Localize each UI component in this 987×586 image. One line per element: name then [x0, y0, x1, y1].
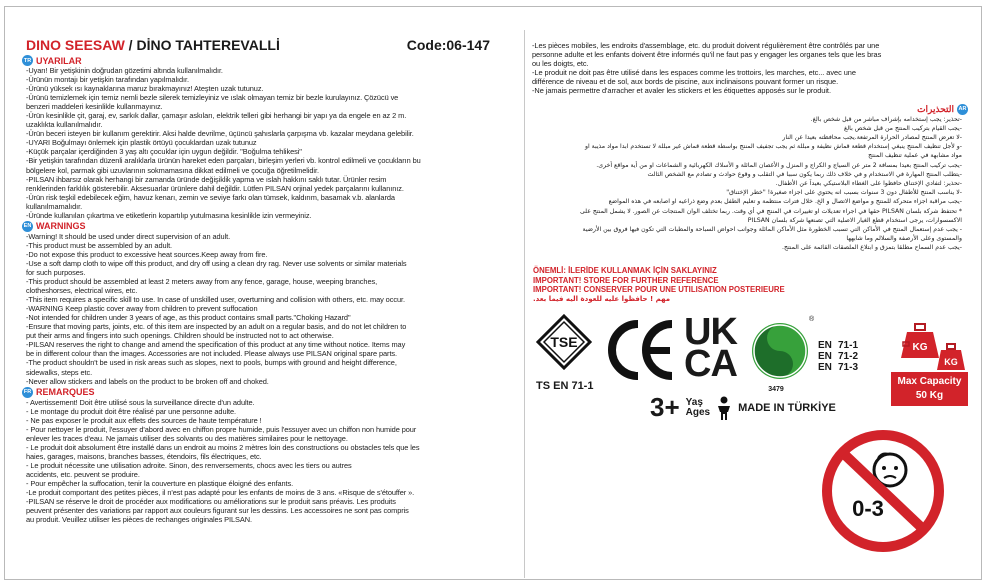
text-line: -UYARI Boğulmayı önlemek için plastik örtüyü çocuklardan uzak tutunuz: [26, 138, 257, 148]
text-line: kullanılmamalıdır.: [26, 201, 83, 211]
right-column: [532, 41, 972, 253]
kg-label: KG: [944, 357, 958, 367]
age-number: 3+: [650, 392, 680, 422]
text-line: -Do not expose this product to excessive heat sources.Keep away from fire.: [26, 249, 268, 259]
text-line: ou les doigts, etc.: [532, 59, 589, 69]
ukca-mark: [684, 311, 742, 385]
text-line: -يجب تركيب المنتج بعيدا بمسافة 2 متر عن السياج و الكراج و المنزل و الأغصان المائلة و الأسلاك الكهربائية و الشماعات او من أية مواقع أخرى.: [596, 161, 962, 169]
text-line: - Le montage du produit doit être réalisé par une personne adulte.: [26, 406, 237, 416]
text-line: -Ürün kesinlikle çit, garaj, ev, sarkık dallar, çamaşır askıları, elektrik telleri gibi herhangi bir yapı ya da engele en az 2 m.: [26, 111, 407, 121]
text-line: -يجب عدم السماح مطلقا بتمزق و ابتلاع الملصقات القائمة على المنتج.: [781, 244, 962, 252]
ukca-ca: CA: [684, 343, 737, 385]
text-line: put their arms and fingers into such openings. Children should be instructed not to act otherwise.: [26, 331, 334, 341]
text-line: الاكسسوارات، يرجى استخدام قطع الغيار الاصلية التي تصنعها شركة بلسان PILSAN: [747, 216, 962, 224]
text-line: -Not intended for children under 3 years of age, as this product contains small parts."Choking Hazard": [26, 313, 351, 323]
text-line: -Le produit ne doit pas être utilisé dans les espaces comme les trottoirs, les marches, etc... avec une: [532, 68, 856, 78]
tse-text: TSE: [550, 334, 578, 350]
text-line: -This product should be assembled at least 2 meters away from any fence, garage, house, weeping branches,: [26, 277, 378, 287]
text-line: -Ürünü temizlemek için temiz nemli bezle silerek temizleyiniz ve ıslak olmayan temiz bir bezle kurulayınız. Çözücü ve: [26, 93, 399, 103]
text-line: * تحتفظ شركة بلسان PILSAN حقها في اجراء تعديلات او تغييرات في المنتج في أي وقت. ربما تختلف الوان المنتجات عن الصور. لا يشمل المنتج على: [579, 207, 962, 215]
text-line: -Ürünü yüksek ısı kaynaklarına maruz bırakmayınız! Ateşten uzak tutunuz.: [26, 84, 264, 94]
text-line: -This product must be assembled by an adult.: [26, 240, 173, 250]
text-line: -The product shouldn't be used in risk areas such as slopes, next to pools, bumps with ground and height difference,: [26, 358, 397, 368]
text-line: - Le produit doit absolument être installé dans un endroit au moins 2 mètres loin des constructions ou obstacles tels que les: [26, 442, 420, 452]
text-line: -WARNING Keep plastic cover away from children to prevent suffocation: [26, 304, 258, 314]
tse-caption: TS EN 71-1: [536, 380, 594, 392]
header-row: [26, 37, 518, 53]
text-line: -Les pièces mobiles, les endroits d'assemblage, etc. du produit doivent régulièrement être contrôlés par une: [532, 41, 880, 50]
text-line: enlever les traces d'eau. Ne jamais utiliser des solvants ou des matières similaires pour le nettoyage.: [26, 433, 348, 443]
en-standard: 71-2: [838, 351, 859, 362]
age-row: [650, 392, 836, 423]
store-notice-en: IMPORTANT! STORE FOR FURTHER REFERENCE: [533, 275, 719, 285]
text-line: -يجب مراقبة اجزاء متحركة للمنتج و مواضع الاتصال و الخ. خلال فترات منتظمة و تعليم الطفل بعدم وضع ذراعيه او اصابعه في هذه المواضع: [608, 198, 962, 206]
text-line: -Küçük parçalar içerdiğinden 3 yaş altı çocuklar için uygun değildir. "Boğulma tehlikesi": [26, 147, 302, 157]
tr-badge-icon: TR: [22, 55, 33, 66]
en-prefix: EN: [818, 351, 832, 362]
ar-badge-icon: AR: [957, 104, 968, 115]
age-ages: Ages: [685, 406, 711, 418]
green-dot-number: 3479: [768, 386, 784, 393]
ukca-uk: UK: [684, 311, 737, 353]
text-line: -Never allow stickers and labels on the product to be broken off and choked.: [26, 376, 269, 386]
text-line: for such purposes.: [26, 267, 86, 277]
registered-mark: ®: [809, 316, 815, 323]
en-standards: [818, 340, 858, 373]
tse-mark-icon: [536, 314, 592, 370]
column-divider: [524, 30, 525, 578]
fr-continued-lines: [532, 41, 972, 96]
text-line: peuvent présenter des variations par rapport aux couleurs figurant sur les dessins. Les accessoires ne sont pas compris: [26, 506, 409, 516]
text-line: -Ürün risk teşkil edebilecek eğim, havuz kenarı, zemin ve seviye farkı olan tümsek, kaldırım, basamak v.b. alanlarda: [26, 192, 395, 202]
age-warning-range: 0-3: [852, 496, 884, 521]
text-line: -Ürünün montajı bir yetişkin tarafından yapılmalıdır.: [26, 75, 189, 85]
text-line: -Ne jamais permettre d'arracher et avaler les stickers et les étiquettes apposés sur le produit.: [532, 86, 831, 96]
text-line: -PILSAN ihbarsız olarak herhangi bir zamanda üründe değişiklik yapma ve ıslah hakkını saklı tutar. Ürünler resim: [26, 174, 387, 184]
weights-icon: [899, 320, 977, 376]
product-code: Code:06-147: [406, 37, 490, 53]
en-badge-icon: EN: [22, 221, 33, 232]
age-words: [686, 398, 710, 418]
store-notice-ar: مهم ! حافظوا عليه للعودة اليه فيما بعد.: [533, 294, 671, 303]
en-title: WARNINGS: [36, 221, 86, 232]
text-line: renklerinden farklılık gösterebilir. Aksesuarlar ürünlere dahil değildir. Lütfen PILSAN orjinal yedek parçalarını kullanınız.: [26, 183, 404, 193]
en-standard-row: [818, 362, 858, 373]
section-en-head: [22, 221, 518, 232]
en-standard: 71-3: [838, 362, 859, 373]
text-line: uzaklıkta kullanılmalıdır.: [26, 120, 103, 130]
max-capacity-line2: 50 Kg: [915, 390, 944, 401]
tr-lines: [26, 66, 518, 220]
text-line: - يجب عدم إستعمال المنتج في الأماكن التي تسبب الخطورة مثل الأماكن المائلة وجوانب احواض السباحة والمطبات التي تكون فيها فروق بين الأرضية: [582, 226, 962, 233]
age-yas: Yaş: [685, 396, 703, 408]
title-separator: /: [124, 37, 137, 53]
text-line: -يتطلب المنتج المهارة في الاستخدام و في خلاف ذلك ربما يكون سببا في التقلب و وقوع حوادث و تصادم مع الشخص الثالث: [647, 170, 962, 178]
product-title: [26, 37, 280, 53]
made-in: MADE IN TÜRKİYE: [738, 401, 836, 414]
max-capacity-badge: [891, 372, 968, 406]
en-standard: 71-1: [838, 340, 859, 351]
section-ar-head: [532, 104, 972, 115]
age-warning-icon: [820, 428, 946, 554]
section-tr-head: [22, 55, 518, 66]
green-dot-icon: [751, 320, 809, 382]
text-line: -PILSAN reserves the right to change and amend the specification of this product at any time without notice. Items may: [26, 340, 406, 350]
text-line: -Le produit comportant des petites pièces, il n'est pas adapté pour les enfants de moins de 3 ans. «Risque de s'étouffer ».: [26, 488, 415, 498]
max-capacity-line1: Max Capacity: [897, 376, 962, 387]
text-line: -Bir yetişkin tarafından düzenli aralıklarla ürünün hareket eden parçaları, birleşim yerleri vb. kontrol edilmeli ve çocukların bu: [26, 156, 421, 166]
fr-lines: [26, 398, 518, 525]
left-column: [23, 37, 518, 525]
title-en: DINO SEESAW: [26, 37, 125, 53]
title-tr: DİNO TAHTEREVALLİ: [136, 37, 280, 53]
text-line: - Pour nettoyer le produit, l'essuyer d'abord avec en chiffon propre humide, puis l'essuyer avec un chiffon non humide pour: [26, 424, 417, 434]
text-line: -PILSAN se réserve le droit de procéder aux modifications ou améliorations sur le produit sans préavis. Les produits: [26, 497, 396, 507]
text-line: -Warning! It should be used under direct supervision of an adult.: [26, 231, 231, 241]
tr-title: UYARILAR: [36, 55, 82, 66]
fr-badge-icon: FR: [22, 387, 33, 398]
text-line: au produit. Veuillez utiliser les pièces de rechanges originales PILSAN.: [26, 515, 252, 525]
ar-lines: [532, 115, 972, 253]
en-prefix: EN: [818, 362, 832, 373]
store-notice-tr: ÖNEMLİ: İLERİDE KULLANMAK İÇİN SAKLAYINIZ: [533, 266, 717, 275]
text-line: clotheshorses, electrical wires, etc.: [26, 286, 138, 296]
text-line: bölgelere kol, parmak gibi uzuvlarının sokmamasına dikkat edilmeli ve çocuğa öğretilmelidir.: [26, 165, 319, 175]
text-line: -Use a soft damp cloth to wipe off this product, and dry off using a clean dry rag. Never use solvents or similar materials: [26, 258, 407, 268]
text-line: différence de niveau et de sol, aux bords de piscine, aux inclinaisons pouvant former un risque.: [532, 77, 839, 87]
text-line: -يجب القيام بتركيب المنتج من قبل شخص بالغ: [844, 124, 962, 132]
text-line: -تحذير: يجب إستخدامه بإشراف مباشر من قبل شخص بالغ.: [810, 115, 962, 123]
text-line: -تحذير: لتفادي الإختناق حافظوا على الغطاء البلاستيكي بعيداً عن الأطفال.: [775, 179, 962, 187]
en-standard-row: [818, 340, 858, 351]
section-fr-head: [22, 387, 518, 398]
en-prefix: EN: [818, 340, 832, 351]
text-line: -This item requires a specific skill to use. In case of unskilled user, overturning and collision with others, etc. may occur.: [26, 295, 405, 305]
fr-title: REMARQUES: [36, 387, 95, 398]
text-line: مواد مشابهة في عملية تنظيف المنتج: [868, 152, 962, 160]
text-line: -و لأجل تنظيف المنتج ينبغي إستخدام قطعة قماش نظيفة و مبللة ثم يجب تجفيف المنتج بواسطة قطعة قماش غير مبللة لا تستخدم ابدا مواد مذيبة او: [584, 143, 962, 151]
store-notice: [533, 266, 785, 304]
text-line: -Ürün beceri isteyen bir kullanım gerektirir. Aksi halde devrilme, üçüncü şahıslarla çarpışma vb. kazalar meydana gelebilir.: [26, 129, 414, 139]
text-line: - Pour empêcher la suffocation, tenir la couverture en plastique éloigné des enfants.: [26, 479, 294, 489]
text-line: -Ensure that moving parts, joints, etc. of this item are inspected by an adult on a regular basis, and do not let children to: [26, 322, 407, 332]
text-line: -لا تعرض المنتج لمصادر الحرارة المرتفعة.يجب محافظته بعيدا عن النار: [782, 133, 962, 141]
text-line: -Uyarı! Bir yetişkinin doğrudan gözetimi altında kullanılmalıdır.: [26, 66, 223, 75]
en-standard-row: [818, 351, 858, 362]
text-line: - Ne pas exposer le produit aux effets des sources de haute température !: [26, 415, 262, 425]
text-line: be in different colour than the images. Accessories are not included. Please always use PILSAN original spare parts.: [26, 349, 398, 359]
text-line: sidewalks, steps etc.: [26, 367, 93, 377]
text-line: benzeri maddeleri kesinlikle kullanmayınız.: [26, 102, 163, 112]
text-line: والمستوى وعلى الأرصفة والسلالم وما شابهها: [846, 235, 962, 243]
text-line: -لا يناسب المنتج للأطفال دون 3 سنوات بسبب انه يحتوي على اجزاء صغيرة! "خطر الإختناق": [726, 189, 962, 197]
store-notice-fr: IMPORTANT! CONSERVER POUR UNE UTILISATION POSTERIEURE: [533, 285, 785, 294]
text-line: accidents, etc. peuvent se produire.: [26, 469, 140, 479]
text-line: -Üründe kullanılan çıkartma ve etiketlerin kopartılıp yutulmasına kesinlikle izin vermeyiniz.: [26, 210, 312, 220]
text-line: - Avertissement! Doit être utilisé sous la surveillance directe d'un adulte.: [26, 397, 255, 407]
text-line: haies, garages, maisons, branches basses, étendoirs, fils électriques, etc.: [26, 451, 262, 461]
kg-label: KG: [912, 342, 928, 353]
text-line: - Le produit nécessite une utilisation adroite. Sinon, des renversements, chocs avec les tiers ou autres: [26, 460, 352, 470]
en-lines: [26, 232, 518, 386]
text-line: personne adulte et les enfants doivent être informés qu'il ne faut pas y engager les organes tels que les bras: [532, 50, 882, 60]
ar-title: التحذيرات: [917, 103, 954, 114]
ce-mark-icon: [606, 318, 678, 382]
child-figure-icon: [716, 396, 732, 420]
